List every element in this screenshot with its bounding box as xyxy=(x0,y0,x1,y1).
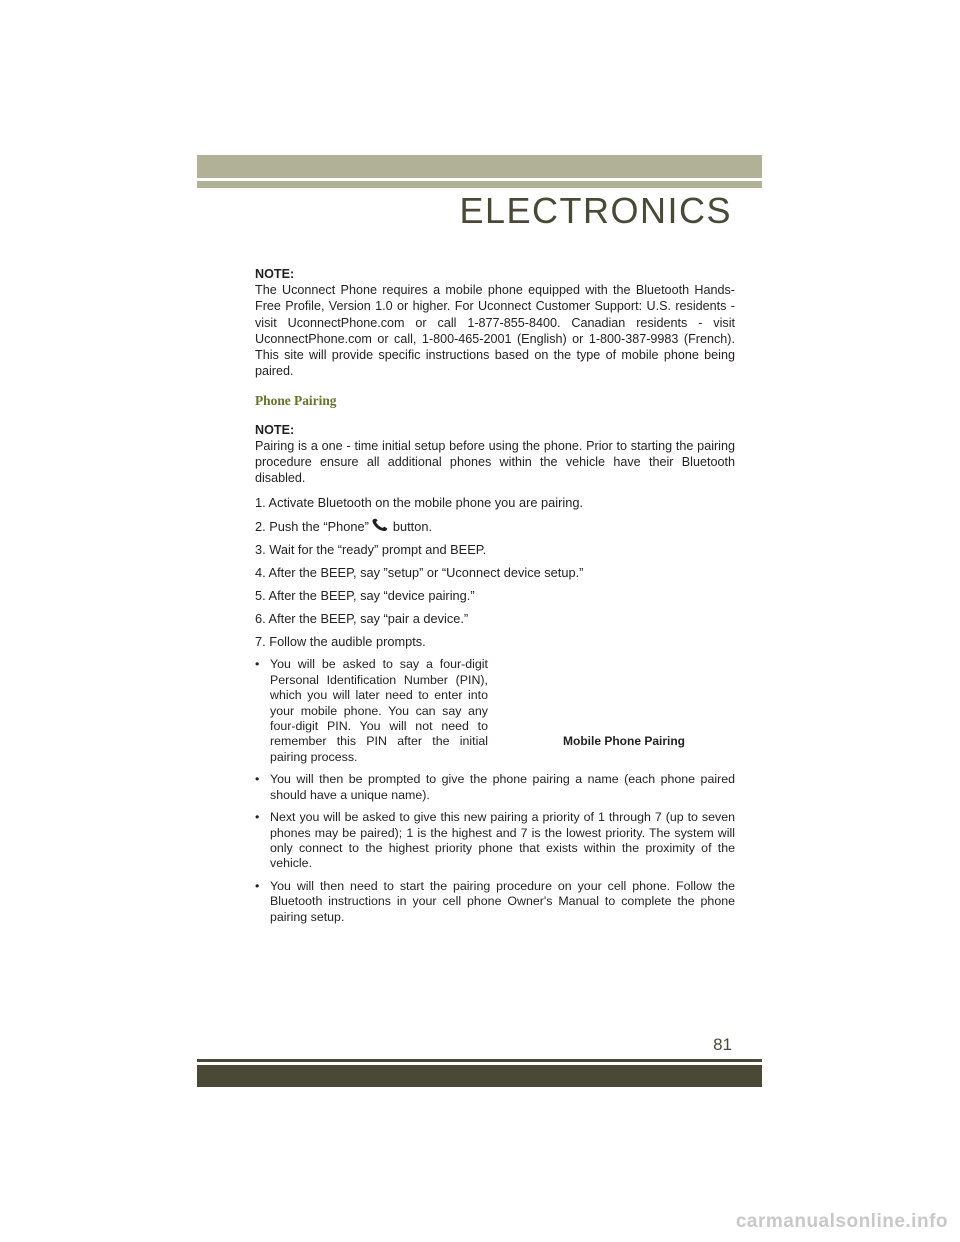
step-number: 7. xyxy=(255,634,266,650)
step-text: After the BEEP, say ”setup” or “Uconnect device setup.” xyxy=(268,565,584,581)
section-title: ELECTRONICS xyxy=(459,190,732,231)
page-number: 81 xyxy=(713,1035,732,1054)
watermark-text: carmanualsonline.info xyxy=(735,1211,948,1232)
step-number: 4. xyxy=(255,565,266,581)
bullet-text: You will then need to start the pairing procedure on your cell phone. Follow the Bluetooth instructions in your cell phone Owner's Manual to complete the phone pairing setup. xyxy=(270,878,735,924)
pairing-note-label: NOTE: xyxy=(255,422,295,437)
page-content xyxy=(255,266,735,932)
step-text: After the BEEP, say “pair a device.” xyxy=(268,611,469,627)
step-item xyxy=(255,588,735,604)
section-heading-phone-pairing: Phone Pairing xyxy=(255,393,337,409)
phone-icon xyxy=(371,518,389,532)
step-number: 6. xyxy=(255,611,266,627)
bullet-text: You will then be prompted to give the phone pairing a name (each phone paired should have a unique name). xyxy=(270,772,735,802)
step-text: Activate Bluetooth on the mobile phone you are pairing. xyxy=(268,495,583,511)
step-text: After the BEEP, say “device pairing.” xyxy=(268,588,475,604)
bullet-item xyxy=(255,657,488,765)
bullet-mark: • xyxy=(255,657,260,672)
step-text: Follow the audible prompts. xyxy=(269,634,426,650)
pairing-note-text: Pairing is a one - time initial setup before using the phone. Prior to starting the pairing procedure ensure all additional phones within the vehicle have their Bluetooth disabled. xyxy=(255,438,735,486)
bullet-item xyxy=(255,772,735,803)
bullet-mark: • xyxy=(255,772,260,787)
step-number: 5. xyxy=(255,588,266,604)
step-number: 2. xyxy=(255,519,266,535)
step-item xyxy=(255,634,735,650)
figure-caption: Mobile Phone Pairing xyxy=(563,734,686,748)
step-item xyxy=(255,542,735,558)
header-rule xyxy=(197,181,762,188)
bullet-mark: • xyxy=(255,878,260,893)
footer-band xyxy=(197,1065,762,1087)
footer-rule xyxy=(197,1059,762,1062)
step-item xyxy=(255,518,735,535)
step-text: Wait for the “ready” prompt and BEEP. xyxy=(269,542,487,558)
step-number: 3. xyxy=(255,542,266,558)
note-label: NOTE: xyxy=(255,267,295,281)
bullet-mark: • xyxy=(255,810,260,825)
step-item xyxy=(255,611,735,627)
step-item xyxy=(255,495,735,511)
bullet-text: Next you will be asked to give this new pairing a priority of 1 through 7 (up to seven phones may be paired); 1 is the highest and 7 is the lowest priority. The system will only connect to the highest priority phone that exists within the proximity of the vehicle. xyxy=(270,810,735,871)
header-band xyxy=(197,155,762,178)
bullet-item xyxy=(255,879,735,925)
pairing-bullets xyxy=(255,657,735,925)
step-item xyxy=(255,565,735,581)
step-text-after: button. xyxy=(392,519,432,535)
step-text: Push the “Phone” xyxy=(269,519,369,535)
bullet-item xyxy=(255,810,735,872)
bullet-text: You will be asked to say a four-digit Personal Identification Number (PIN), which you will later need to enter into your mobile phone. You can say any four-digit PIN. You will not need to remember this PIN after the initial pairing process. xyxy=(270,657,488,764)
pairing-steps xyxy=(255,495,735,650)
step-number: 1. xyxy=(255,495,266,511)
note-text: The Uconnect Phone requires a mobile phone equipped with the Bluetooth Hands-Free Profile, Version 1.0 or higher. For Uconnect Customer Support: U.S. residents - visit UconnectPhone.com or call 1-877-855-8400. Canadian residents - visit UconnectPhone.com or call, 1-800-465-2001 (English) or 1-800-387-9983 (French). This site will provide specific instructions based on the type of mobile phone being paired. xyxy=(255,283,735,379)
